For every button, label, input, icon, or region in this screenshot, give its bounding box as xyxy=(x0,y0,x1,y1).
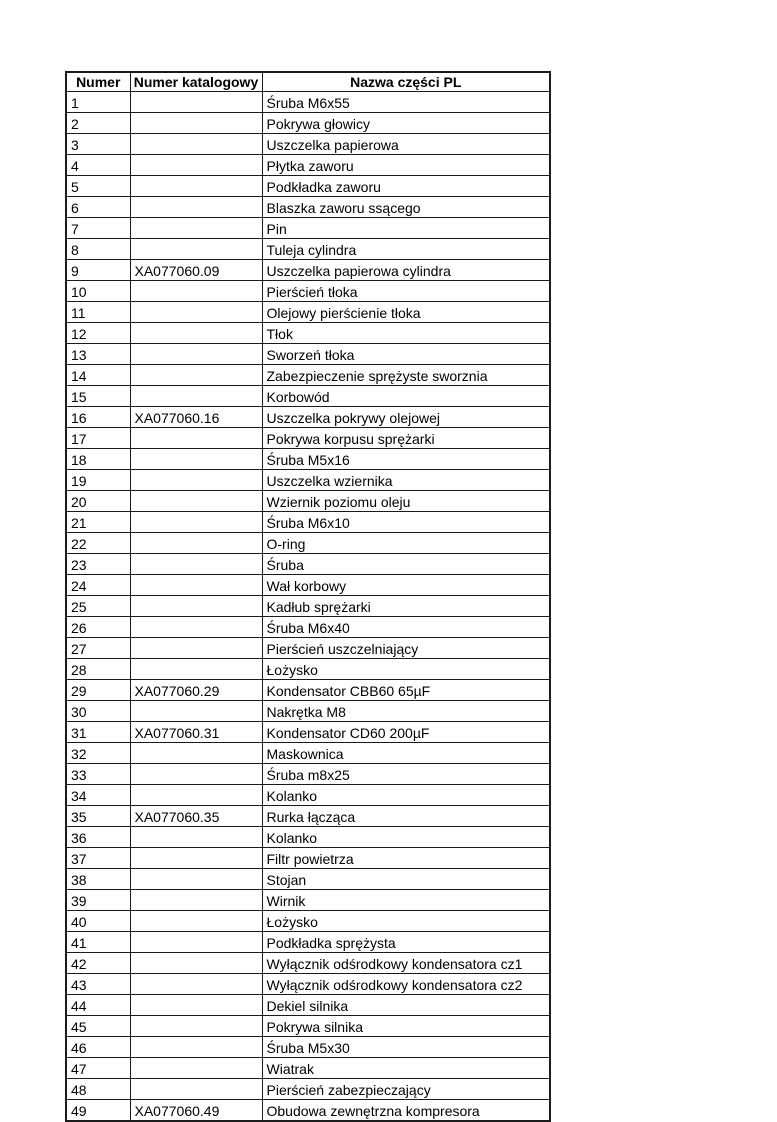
cell-numer-katalogowy: XA077060.16 xyxy=(130,407,262,428)
cell-nazwa-czesci: Podkładka sprężysta xyxy=(262,932,550,953)
cell-numer-katalogowy xyxy=(130,92,262,113)
cell-numer: 26 xyxy=(66,617,130,638)
cell-nazwa-czesci: Nakrętka M8 xyxy=(262,701,550,722)
cell-numer-katalogowy xyxy=(130,638,262,659)
header-numer: Numer xyxy=(66,72,130,92)
cell-nazwa-czesci: Łożysko xyxy=(262,911,550,932)
table-row xyxy=(66,722,550,743)
cell-nazwa-czesci: Uszczelka papierowa xyxy=(262,134,550,155)
table-row xyxy=(66,92,550,113)
cell-numer-katalogowy xyxy=(130,176,262,197)
cell-numer: 38 xyxy=(66,869,130,890)
cell-nazwa-czesci: Dekiel silnika xyxy=(262,995,550,1016)
cell-numer: 23 xyxy=(66,554,130,575)
cell-numer: 47 xyxy=(66,1058,130,1079)
cell-nazwa-czesci: Wyłącznik odśrodkowy kondensatora cz2 xyxy=(262,974,550,995)
table-row xyxy=(66,197,550,218)
cell-numer-katalogowy xyxy=(130,218,262,239)
cell-numer-katalogowy xyxy=(130,323,262,344)
cell-nazwa-czesci: Kolanko xyxy=(262,785,550,806)
cell-numer-katalogowy xyxy=(130,512,262,533)
cell-numer: 1 xyxy=(66,92,130,113)
cell-numer: 45 xyxy=(66,1016,130,1037)
table-row xyxy=(66,617,550,638)
cell-numer-katalogowy xyxy=(130,764,262,785)
table-row xyxy=(66,428,550,449)
cell-numer-katalogowy xyxy=(130,1058,262,1079)
cell-numer-katalogowy xyxy=(130,239,262,260)
cell-nazwa-czesci: Wał korbowy xyxy=(262,575,550,596)
cell-numer: 9 xyxy=(66,260,130,281)
cell-numer-katalogowy xyxy=(130,491,262,512)
cell-numer: 46 xyxy=(66,1037,130,1058)
table-row xyxy=(66,218,550,239)
cell-nazwa-czesci: Sworzeń tłoka xyxy=(262,344,550,365)
cell-numer-katalogowy xyxy=(130,932,262,953)
cell-nazwa-czesci: Uszczelka pokrywy olejowej xyxy=(262,407,550,428)
cell-nazwa-czesci: Kondensator CD60 200µF xyxy=(262,722,550,743)
table-row xyxy=(66,659,550,680)
table-row xyxy=(66,491,550,512)
cell-nazwa-czesci: Zabezpieczenie sprężyste sworznia xyxy=(262,365,550,386)
cell-numer-katalogowy xyxy=(130,848,262,869)
cell-nazwa-czesci: Kolanko xyxy=(262,827,550,848)
cell-nazwa-czesci: Uszczelka papierowa cylindra xyxy=(262,260,550,281)
table-row xyxy=(66,176,550,197)
cell-nazwa-czesci: Pokrywa głowicy xyxy=(262,113,550,134)
table-row xyxy=(66,974,550,995)
cell-numer: 22 xyxy=(66,533,130,554)
table-row xyxy=(66,134,550,155)
cell-numer: 39 xyxy=(66,890,130,911)
cell-nazwa-czesci: Tuleja cylindra xyxy=(262,239,550,260)
cell-numer: 7 xyxy=(66,218,130,239)
cell-numer: 18 xyxy=(66,449,130,470)
table-row xyxy=(66,260,550,281)
table-row xyxy=(66,554,550,575)
cell-numer: 40 xyxy=(66,911,130,932)
cell-nazwa-czesci: Filtr powietrza xyxy=(262,848,550,869)
cell-numer-katalogowy: XA077060.31 xyxy=(130,722,262,743)
cell-numer-katalogowy xyxy=(130,428,262,449)
table-row xyxy=(66,764,550,785)
table-row xyxy=(66,869,550,890)
cell-numer: 31 xyxy=(66,722,130,743)
cell-numer: 3 xyxy=(66,134,130,155)
table-row xyxy=(66,785,550,806)
cell-numer-katalogowy: XA077060.29 xyxy=(130,680,262,701)
cell-nazwa-czesci: Pokrywa silnika xyxy=(262,1016,550,1037)
cell-numer-katalogowy xyxy=(130,953,262,974)
cell-numer-katalogowy xyxy=(130,302,262,323)
cell-numer-katalogowy xyxy=(130,911,262,932)
table-row xyxy=(66,827,550,848)
table-row xyxy=(66,512,550,533)
header-numer-katalogowy: Numer katalogowy xyxy=(130,72,262,92)
cell-numer: 36 xyxy=(66,827,130,848)
cell-numer-katalogowy xyxy=(130,617,262,638)
cell-numer: 6 xyxy=(66,197,130,218)
cell-nazwa-czesci: Śruba M5x30 xyxy=(262,1037,550,1058)
header-row xyxy=(66,72,550,92)
cell-numer-katalogowy xyxy=(130,113,262,134)
cell-numer: 16 xyxy=(66,407,130,428)
cell-nazwa-czesci: Wiatrak xyxy=(262,1058,550,1079)
cell-numer: 5 xyxy=(66,176,130,197)
cell-numer-katalogowy xyxy=(130,470,262,491)
cell-numer: 41 xyxy=(66,932,130,953)
table-row xyxy=(66,365,550,386)
cell-numer: 27 xyxy=(66,638,130,659)
cell-nazwa-czesci: Wziernik poziomu oleju xyxy=(262,491,550,512)
table-row xyxy=(66,155,550,176)
cell-numer: 19 xyxy=(66,470,130,491)
cell-nazwa-czesci: Pierścień uszczelniający xyxy=(262,638,550,659)
table-row xyxy=(66,953,550,974)
cell-numer-katalogowy xyxy=(130,386,262,407)
table-row xyxy=(66,323,550,344)
cell-numer-katalogowy xyxy=(130,554,262,575)
table-row xyxy=(66,302,550,323)
table-row xyxy=(66,1100,550,1122)
table-row xyxy=(66,533,550,554)
cell-numer-katalogowy: XA077060.09 xyxy=(130,260,262,281)
cell-numer: 44 xyxy=(66,995,130,1016)
cell-nazwa-czesci: Pierścień zabezpieczający xyxy=(262,1079,550,1100)
cell-nazwa-czesci: Śruba m8x25 xyxy=(262,764,550,785)
cell-numer-katalogowy xyxy=(130,449,262,470)
cell-numer: 4 xyxy=(66,155,130,176)
cell-numer: 35 xyxy=(66,806,130,827)
cell-numer-katalogowy xyxy=(130,533,262,554)
cell-numer-katalogowy: XA077060.49 xyxy=(130,1100,262,1122)
cell-numer: 34 xyxy=(66,785,130,806)
cell-numer-katalogowy xyxy=(130,743,262,764)
cell-numer: 33 xyxy=(66,764,130,785)
cell-nazwa-czesci: Stojan xyxy=(262,869,550,890)
cell-numer: 10 xyxy=(66,281,130,302)
parts-table xyxy=(65,71,551,1122)
cell-nazwa-czesci: Wirnik xyxy=(262,890,550,911)
table-row xyxy=(66,470,550,491)
table-row xyxy=(66,386,550,407)
cell-nazwa-czesci: Korbowód xyxy=(262,386,550,407)
cell-numer-katalogowy xyxy=(130,785,262,806)
cell-nazwa-czesci: Olejowy pierścienie tłoka xyxy=(262,302,550,323)
cell-nazwa-czesci: Obudowa zewnętrzna kompresora xyxy=(262,1100,550,1122)
table-row xyxy=(66,806,550,827)
cell-numer-katalogowy xyxy=(130,869,262,890)
cell-nazwa-czesci: Śruba xyxy=(262,554,550,575)
cell-nazwa-czesci: Łożysko xyxy=(262,659,550,680)
cell-numer: 11 xyxy=(66,302,130,323)
table-row xyxy=(66,1037,550,1058)
cell-numer-katalogowy xyxy=(130,890,262,911)
cell-numer: 15 xyxy=(66,386,130,407)
parts-table-body xyxy=(66,92,550,1122)
table-row xyxy=(66,638,550,659)
cell-numer: 20 xyxy=(66,491,130,512)
cell-numer: 24 xyxy=(66,575,130,596)
cell-numer-katalogowy xyxy=(130,995,262,1016)
cell-nazwa-czesci: Pin xyxy=(262,218,550,239)
cell-nazwa-czesci: Podkładka zaworu xyxy=(262,176,550,197)
cell-numer: 28 xyxy=(66,659,130,680)
cell-numer: 25 xyxy=(66,596,130,617)
cell-numer-katalogowy xyxy=(130,344,262,365)
cell-nazwa-czesci: Kondensator CBB60 65µF xyxy=(262,680,550,701)
cell-nazwa-czesci: Tłok xyxy=(262,323,550,344)
cell-nazwa-czesci: Uszczelka wziernika xyxy=(262,470,550,491)
cell-nazwa-czesci: Pokrywa korpusu sprężarki xyxy=(262,428,550,449)
cell-numer: 30 xyxy=(66,701,130,722)
table-row xyxy=(66,743,550,764)
table-row xyxy=(66,344,550,365)
cell-nazwa-czesci: Śruba M6x10 xyxy=(262,512,550,533)
table-row xyxy=(66,995,550,1016)
table-row xyxy=(66,680,550,701)
cell-numer: 29 xyxy=(66,680,130,701)
cell-nazwa-czesci: Płytka zaworu xyxy=(262,155,550,176)
cell-numer-katalogowy xyxy=(130,1016,262,1037)
table-row xyxy=(66,911,550,932)
cell-nazwa-czesci: Kadłub sprężarki xyxy=(262,596,550,617)
table-row xyxy=(66,449,550,470)
cell-numer-katalogowy xyxy=(130,134,262,155)
table-row xyxy=(66,281,550,302)
cell-numer-katalogowy xyxy=(130,974,262,995)
table-row xyxy=(66,1079,550,1100)
cell-nazwa-czesci: Wyłącznik odśrodkowy kondensatora cz1 xyxy=(262,953,550,974)
cell-numer-katalogowy xyxy=(130,827,262,848)
cell-numer-katalogowy xyxy=(130,659,262,680)
table-row xyxy=(66,932,550,953)
header-nazwa-czesci: Nazwa części PL xyxy=(262,72,550,92)
table-row xyxy=(66,239,550,260)
cell-numer: 43 xyxy=(66,974,130,995)
cell-nazwa-czesci: Pierścień tłoka xyxy=(262,281,550,302)
cell-numer: 17 xyxy=(66,428,130,449)
cell-numer: 21 xyxy=(66,512,130,533)
cell-nazwa-czesci: Śruba M5x16 xyxy=(262,449,550,470)
cell-numer-katalogowy xyxy=(130,155,262,176)
cell-numer-katalogowy xyxy=(130,365,262,386)
table-row xyxy=(66,701,550,722)
cell-numer: 37 xyxy=(66,848,130,869)
cell-numer: 49 xyxy=(66,1100,130,1122)
cell-numer: 8 xyxy=(66,239,130,260)
table-row xyxy=(66,407,550,428)
cell-numer: 42 xyxy=(66,953,130,974)
table-row xyxy=(66,575,550,596)
table-row xyxy=(66,890,550,911)
cell-numer: 13 xyxy=(66,344,130,365)
cell-numer-katalogowy xyxy=(130,281,262,302)
cell-numer-katalogowy: XA077060.35 xyxy=(130,806,262,827)
cell-numer-katalogowy xyxy=(130,575,262,596)
cell-numer-katalogowy xyxy=(130,596,262,617)
cell-numer-katalogowy xyxy=(130,701,262,722)
cell-numer: 14 xyxy=(66,365,130,386)
cell-nazwa-czesci: O-ring xyxy=(262,533,550,554)
cell-numer-katalogowy xyxy=(130,197,262,218)
table-row xyxy=(66,113,550,134)
cell-numer-katalogowy xyxy=(130,1079,262,1100)
table-row xyxy=(66,1016,550,1037)
cell-nazwa-czesci: Śruba M6x40 xyxy=(262,617,550,638)
cell-nazwa-czesci: Maskownica xyxy=(262,743,550,764)
cell-nazwa-czesci: Rurka łącząca xyxy=(262,806,550,827)
table-row xyxy=(66,596,550,617)
table-row xyxy=(66,848,550,869)
cell-numer: 48 xyxy=(66,1079,130,1100)
table-row xyxy=(66,1058,550,1079)
cell-nazwa-czesci: Śruba M6x55 xyxy=(262,92,550,113)
cell-numer-katalogowy xyxy=(130,1037,262,1058)
cell-nazwa-czesci: Blaszka zaworu ssącego xyxy=(262,197,550,218)
cell-numer: 32 xyxy=(66,743,130,764)
cell-numer: 12 xyxy=(66,323,130,344)
cell-numer: 2 xyxy=(66,113,130,134)
